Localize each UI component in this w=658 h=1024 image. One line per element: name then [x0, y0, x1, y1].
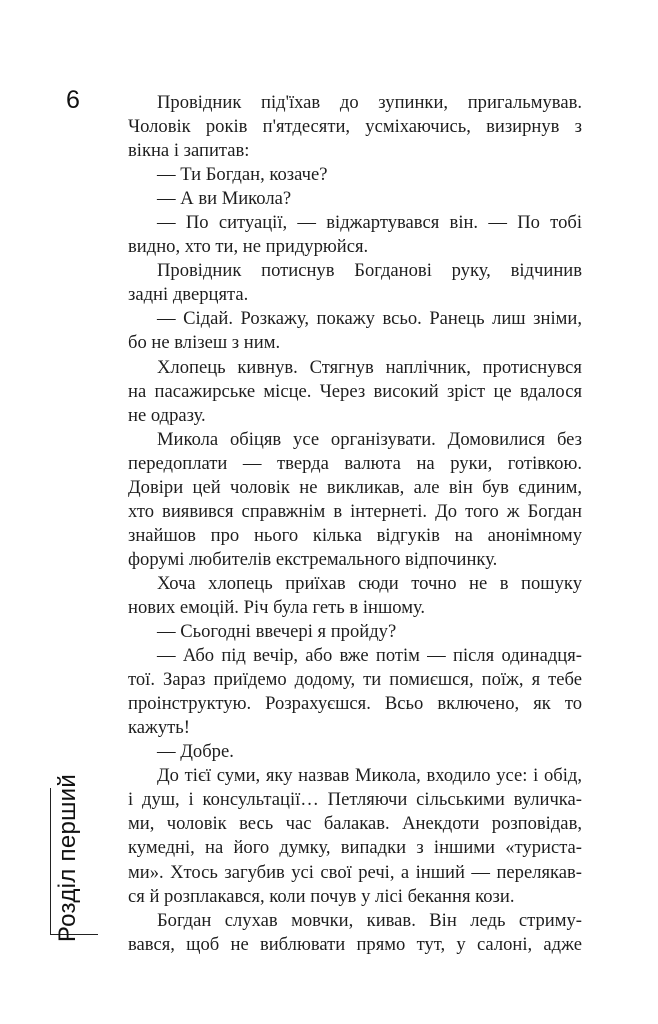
- text-line: Провідник потиснув Богданові руку, відчинив: [157, 260, 582, 282]
- text-line: форумі любителів екстремального відпочинку.: [128, 548, 498, 570]
- text-line: кумедні, на його думку, випадки з іншими «туриста-: [128, 837, 582, 859]
- text-line: не одразу.: [128, 404, 206, 426]
- text-line: — Ти Богдан, козаче?: [157, 164, 328, 186]
- text-line: Хлопець кивнув. Стягнув наплічник, протиснувся: [157, 356, 582, 378]
- text-line: — По ситуації, — віджартувався він. — По тобі: [157, 212, 582, 234]
- text-line: знайшов про нього кілька відгуків на анонімному: [128, 524, 582, 546]
- text-line: вікна і запитав:: [128, 140, 250, 162]
- text-line: Микола обіцяв усе організувати. Домовилися без: [157, 428, 582, 450]
- text-line: хто виявився справжнім в інтернеті. До того ж Богдан: [128, 500, 582, 522]
- text-line: бо не влізеш з ним.: [128, 332, 281, 354]
- text-line: Довіри цей чоловік не викликав, але він був єдиним,: [128, 476, 582, 498]
- text-line: видно, хто ти, не придурюйся.: [128, 236, 369, 258]
- chapter-header: [38, 773, 98, 943]
- text-line: До тієї суми, яку назвав Микола, входило усе: і обід,: [157, 765, 582, 787]
- body-text: [128, 91, 582, 957]
- text-line: ми, чоловік весь час балакав. Анекдоти розповідав,: [128, 813, 582, 835]
- page-number: 6: [66, 86, 80, 114]
- text-line: — Добре.: [157, 741, 234, 763]
- text-line: проінструктую. Розрахуєшся. Всьо включено, як то: [128, 693, 582, 715]
- text-line: Хоча хлопець приїхав сюди точно не в пошуку: [157, 572, 582, 594]
- text-line: — Або під вечір, або вже потім — після одинадця-: [157, 645, 582, 667]
- text-line: вався, щоб не виблювати прямо тут, у салоні, адже: [128, 933, 582, 955]
- text-line: Провідник під'їхав до зупинки, пригальмував.: [157, 92, 582, 113]
- text-line: задні дверцята.: [128, 284, 249, 306]
- text-line: Чоловік років п'ятдесяти, усміхаючись, визирнув з: [128, 116, 582, 138]
- text-line: Богдан слухав мовчки, кивав. Він ледь стриму-: [157, 909, 582, 931]
- text-line: — Сьогодні ввечері я пройду?: [157, 621, 397, 643]
- chapter-rule-vertical: [50, 788, 51, 934]
- text-line: ся й розплакався, коли почув у лісі бекання кози.: [128, 885, 515, 907]
- text-line: ми». Хтось загубив усі свої речі, а інший — перелякав-: [128, 861, 582, 883]
- text-line: — Сідай. Розкажу, покажу всьо. Ранець лиш зніми,: [157, 308, 582, 330]
- text-line: і душ, і консультації… Петляючи сільськими вуличка-: [128, 789, 582, 811]
- text-line: на пасажирське місце. Через високий зріст це вдалося: [128, 380, 582, 402]
- text-line: передоплати — тверда валюта на руки, готівкою.: [128, 452, 582, 474]
- text-line: — А ви Микола?: [157, 188, 292, 210]
- text-line: нових емоцій. Річ була геть в іншому.: [128, 596, 426, 618]
- text-line: кажуть!: [128, 717, 190, 739]
- text-line: тої. Зараз приїдемо додому, ти помиєшся, поїж, я тебе: [128, 669, 582, 691]
- chapter-label: Розділ перший: [54, 773, 81, 943]
